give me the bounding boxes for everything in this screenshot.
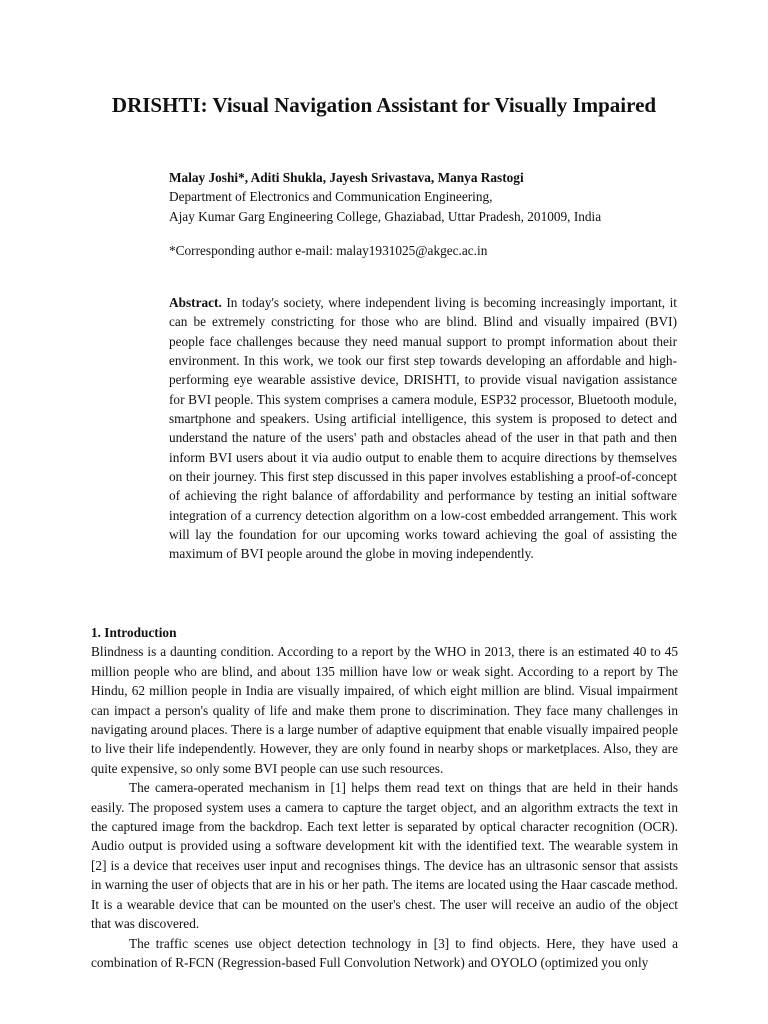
author-block [169, 168, 677, 261]
paragraph: The traffic scenes use object detection technology in [3] to find objects. Here, they have used a combination of R-FCN (Regression-based Full Convolution Network) and OYOLO (optimized you only [91, 935, 678, 970]
paragraph: The camera-operated mechanism in [1] helps them read text on things that are held in their hands easily. The proposed system uses a camera to capture the target object, and an algorithm extracts the text in the captured image from the backdrop. Each text letter is separated by optical character recognition (OCR). Audio output is provided using a software development kit with the identified text. The wearable system in [2] is a device that receives user input and recognises things. The device has an ultrasonic sensor that assists in warning the user of objects that are in his or her path. The items are located using the Haar cascade method. It is a wearable device that can be mounted on the user's chest. The user will receive an audio of the object that was discovered. [91, 780, 678, 932]
affiliation-institution: Ajay Kumar Garg Engineering College, Ghaziabad, Uttar Pradesh, 201009, India [169, 208, 602, 224]
paragraph: Blindness is a daunting condition. According to a report by the WHO in 2013, there is an estimated 40 to 45 million people who are blind, and about 135 million have low or weak sight. According to a report by The Hindu, 62 million people in India are visually impaired, of which eight million are blind. Visual impairment can impact a person's quality of life and make them prone to discrimination. They face many challenges in navigating around places. There is a large number of adaptive equipment that enable visually impaired people to live their life independently. However, they are only found in nearby shops or marketplaces. Also, they are quite expensive, so only some BVI people can use such resources. [91, 644, 678, 776]
author-list: Malay Joshi*, Aditi Shukla, Jayesh Srivastava, Manya Rastogi [169, 170, 524, 185]
corresponding-author-email: *Corresponding author e-mail: malay1931025@akgec.ac.in [169, 243, 488, 259]
abstract [169, 293, 677, 564]
abstract-label: Abstract. [169, 295, 222, 310]
section-heading: 1. Introduction [91, 625, 177, 640]
affiliation-department: Department of Electronics and Communication Engineering, [169, 189, 493, 205]
paper-title: DRISHTI: Visual Navigation Assistant for Visually Impaired [111, 93, 657, 117]
introduction-section [91, 623, 678, 972]
abstract-text: In today's society, where independent living is becoming increasingly important, it can be extremely constricting for those who are blind. Blind and visually impaired (BVI) people face challenges because they need manual support to prompt information about their environment. In this work, we took our first step towards developing an affordable and high-performing eye wearable assistive device, DRISHTI, to provide visual navigation assistance for BVI people. This system comprises a camera module, ESP32 processor, Bluetooth module, smartphone and speakers. Using artificial intelligence, this system is proposed to detect and understand the nature of the users' path and obstacles ahead of the user in that path and then inform BVI users about it via audio output to enable them to acquire directions by themselves on their journey. This first step discussed in this paper involves establishing a proof-of-concept of achieving the right balance of affordability and performance by testing an initial software integration of a currency detection algorithm on a low-cost embedded arrangement. This work will lay the foundation for our upcoming works toward achieving the goal of assisting the maximum of BVI people around the globe in moving independently. [169, 295, 677, 562]
